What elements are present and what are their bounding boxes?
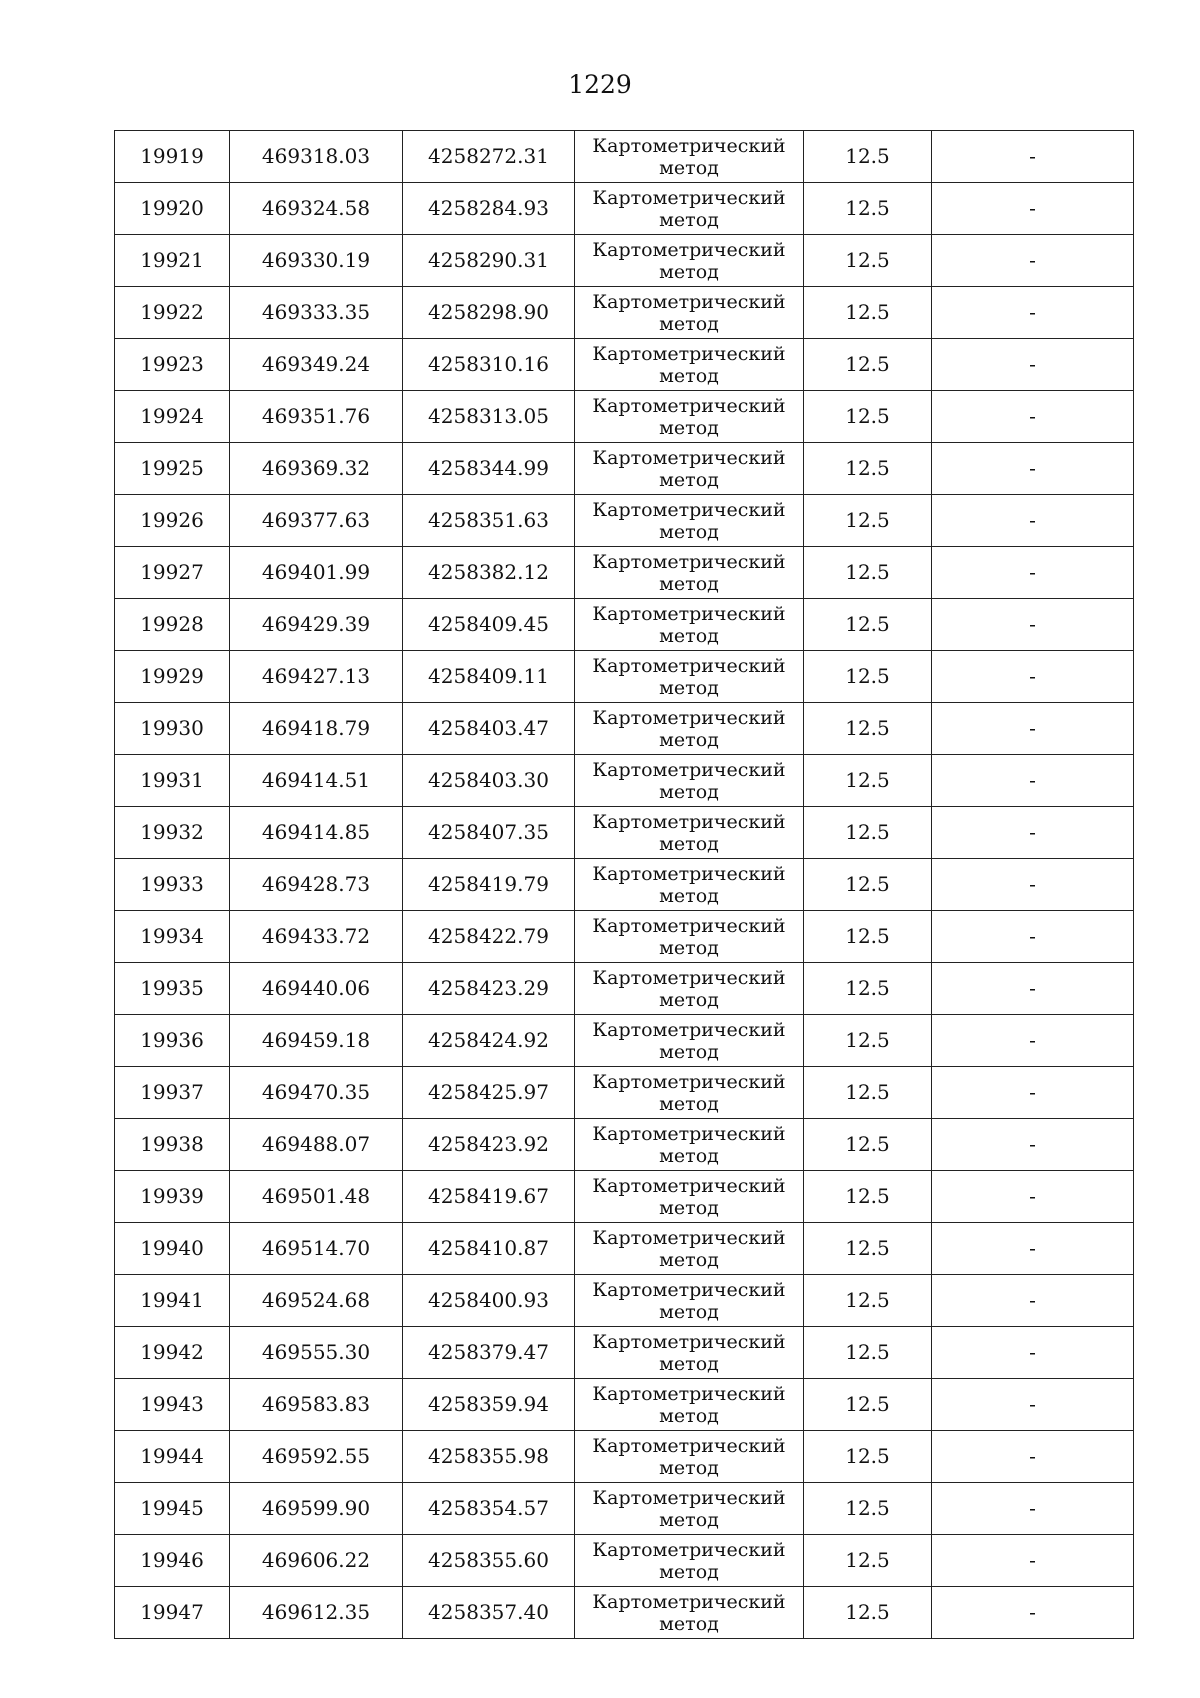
table-row bbox=[115, 131, 1134, 183]
table-row bbox=[115, 1483, 1134, 1535]
method-cell bbox=[575, 183, 804, 235]
point-number-cell: 19932 bbox=[115, 807, 230, 859]
note-cell: - bbox=[932, 1275, 1134, 1327]
table-row bbox=[115, 495, 1134, 547]
method-line: Картометрический bbox=[592, 1070, 786, 1093]
note-cell: - bbox=[932, 703, 1134, 755]
note-cell: - bbox=[932, 391, 1134, 443]
note-cell: - bbox=[932, 1431, 1134, 1483]
accuracy-cell: 12.5 bbox=[804, 235, 932, 287]
x-coordinate-cell: 469440.06 bbox=[230, 963, 403, 1015]
method-line: Картометрический bbox=[592, 1590, 786, 1613]
table-row bbox=[115, 339, 1134, 391]
y-coordinate-cell: 4258355.60 bbox=[403, 1535, 575, 1587]
point-number-cell: 19947 bbox=[115, 1587, 230, 1639]
x-coordinate-cell: 469488.07 bbox=[230, 1119, 403, 1171]
accuracy-cell: 12.5 bbox=[804, 495, 932, 547]
y-coordinate-cell: 4258407.35 bbox=[403, 807, 575, 859]
point-number-cell: 19945 bbox=[115, 1483, 230, 1535]
table-row bbox=[115, 807, 1134, 859]
y-coordinate-cell: 4258290.31 bbox=[403, 235, 575, 287]
method-cell bbox=[575, 1119, 804, 1171]
method-line: метод bbox=[659, 1040, 719, 1063]
y-coordinate-cell: 4258284.93 bbox=[403, 183, 575, 235]
method-line: Картометрический bbox=[592, 550, 786, 573]
x-coordinate-cell: 469599.90 bbox=[230, 1483, 403, 1535]
method-line: Картометрический bbox=[592, 290, 786, 313]
y-coordinate-cell: 4258425.97 bbox=[403, 1067, 575, 1119]
method-line: метод bbox=[659, 1612, 719, 1635]
note-cell: - bbox=[932, 1327, 1134, 1379]
accuracy-cell: 12.5 bbox=[804, 651, 932, 703]
x-coordinate-cell: 469612.35 bbox=[230, 1587, 403, 1639]
point-number-cell: 19924 bbox=[115, 391, 230, 443]
x-coordinate-cell: 469501.48 bbox=[230, 1171, 403, 1223]
y-coordinate-cell: 4258351.63 bbox=[403, 495, 575, 547]
method-line: метод bbox=[659, 988, 719, 1011]
y-coordinate-cell: 4258423.29 bbox=[403, 963, 575, 1015]
method-line: Картометрический bbox=[592, 1174, 786, 1197]
x-coordinate-cell: 469459.18 bbox=[230, 1015, 403, 1067]
method-cell bbox=[575, 1535, 804, 1587]
point-number-cell: 19927 bbox=[115, 547, 230, 599]
method-line: метод bbox=[659, 1092, 719, 1115]
x-coordinate-cell: 469470.35 bbox=[230, 1067, 403, 1119]
y-coordinate-cell: 4258403.47 bbox=[403, 703, 575, 755]
method-line: метод bbox=[659, 832, 719, 855]
y-coordinate-cell: 4258357.40 bbox=[403, 1587, 575, 1639]
method-cell bbox=[575, 495, 804, 547]
accuracy-cell: 12.5 bbox=[804, 859, 932, 911]
y-coordinate-cell: 4258310.16 bbox=[403, 339, 575, 391]
method-line: Картометрический bbox=[592, 446, 786, 469]
y-coordinate-cell: 4258419.79 bbox=[403, 859, 575, 911]
method-line: метод bbox=[659, 1196, 719, 1219]
x-coordinate-cell: 469369.32 bbox=[230, 443, 403, 495]
method-line: Картометрический bbox=[592, 966, 786, 989]
y-coordinate-cell: 4258409.11 bbox=[403, 651, 575, 703]
accuracy-cell: 12.5 bbox=[804, 1483, 932, 1535]
table-row bbox=[115, 1327, 1134, 1379]
method-cell bbox=[575, 235, 804, 287]
method-cell bbox=[575, 391, 804, 443]
y-coordinate-cell: 4258344.99 bbox=[403, 443, 575, 495]
table-row bbox=[115, 755, 1134, 807]
table-row bbox=[115, 1223, 1134, 1275]
x-coordinate-cell: 469555.30 bbox=[230, 1327, 403, 1379]
method-line: Картометрический bbox=[592, 1330, 786, 1353]
method-cell bbox=[575, 1431, 804, 1483]
note-cell: - bbox=[932, 495, 1134, 547]
note-cell: - bbox=[932, 911, 1134, 963]
point-number-cell: 19922 bbox=[115, 287, 230, 339]
method-cell bbox=[575, 547, 804, 599]
method-line: метод bbox=[659, 364, 719, 387]
point-number-cell: 19925 bbox=[115, 443, 230, 495]
accuracy-cell: 12.5 bbox=[804, 1067, 932, 1119]
x-coordinate-cell: 469330.19 bbox=[230, 235, 403, 287]
x-coordinate-cell: 469377.63 bbox=[230, 495, 403, 547]
method-line: метод bbox=[659, 1352, 719, 1375]
method-line: метод bbox=[659, 416, 719, 439]
method-cell bbox=[575, 1171, 804, 1223]
table-row bbox=[115, 235, 1134, 287]
coordinates-table-body bbox=[115, 131, 1134, 1639]
page-number: 1229 bbox=[568, 70, 632, 99]
method-cell bbox=[575, 963, 804, 1015]
x-coordinate-cell: 469324.58 bbox=[230, 183, 403, 235]
accuracy-cell: 12.5 bbox=[804, 1275, 932, 1327]
y-coordinate-cell: 4258410.87 bbox=[403, 1223, 575, 1275]
y-coordinate-cell: 4258422.79 bbox=[403, 911, 575, 963]
method-cell bbox=[575, 443, 804, 495]
y-coordinate-cell: 4258355.98 bbox=[403, 1431, 575, 1483]
x-coordinate-cell: 469514.70 bbox=[230, 1223, 403, 1275]
accuracy-cell: 12.5 bbox=[804, 391, 932, 443]
method-line: метод bbox=[659, 1456, 719, 1479]
table-row bbox=[115, 1015, 1134, 1067]
method-cell bbox=[575, 859, 804, 911]
table-row bbox=[115, 547, 1134, 599]
table-row bbox=[115, 443, 1134, 495]
table-row bbox=[115, 859, 1134, 911]
coordinates-table bbox=[114, 130, 1134, 1639]
method-cell bbox=[575, 651, 804, 703]
point-number-cell: 19944 bbox=[115, 1431, 230, 1483]
accuracy-cell: 12.5 bbox=[804, 1431, 932, 1483]
accuracy-cell: 12.5 bbox=[804, 1587, 932, 1639]
x-coordinate-cell: 469351.76 bbox=[230, 391, 403, 443]
method-cell bbox=[575, 703, 804, 755]
y-coordinate-cell: 4258272.31 bbox=[403, 131, 575, 183]
accuracy-cell: 12.5 bbox=[804, 1535, 932, 1587]
y-coordinate-cell: 4258354.57 bbox=[403, 1483, 575, 1535]
note-cell: - bbox=[932, 183, 1134, 235]
x-coordinate-cell: 469414.51 bbox=[230, 755, 403, 807]
method-line: метод bbox=[659, 624, 719, 647]
table-row bbox=[115, 183, 1134, 235]
method-line: Картометрический bbox=[592, 706, 786, 729]
note-cell: - bbox=[932, 287, 1134, 339]
x-coordinate-cell: 469401.99 bbox=[230, 547, 403, 599]
point-number-cell: 19939 bbox=[115, 1171, 230, 1223]
x-coordinate-cell: 469418.79 bbox=[230, 703, 403, 755]
method-line: метод bbox=[659, 208, 719, 231]
accuracy-cell: 12.5 bbox=[804, 703, 932, 755]
note-cell: - bbox=[932, 1535, 1134, 1587]
note-cell: - bbox=[932, 547, 1134, 599]
accuracy-cell: 12.5 bbox=[804, 807, 932, 859]
method-line: метод bbox=[659, 156, 719, 179]
method-line: метод bbox=[659, 780, 719, 803]
method-line: метод bbox=[659, 1248, 719, 1271]
accuracy-cell: 12.5 bbox=[804, 547, 932, 599]
accuracy-cell: 12.5 bbox=[804, 1119, 932, 1171]
note-cell: - bbox=[932, 443, 1134, 495]
method-line: метод bbox=[659, 260, 719, 283]
note-cell: - bbox=[932, 1015, 1134, 1067]
method-line: Картометрический bbox=[592, 1226, 786, 1249]
method-cell bbox=[575, 1067, 804, 1119]
method-line: Картометрический bbox=[592, 862, 786, 885]
method-cell bbox=[575, 1223, 804, 1275]
point-number-cell: 19928 bbox=[115, 599, 230, 651]
accuracy-cell: 12.5 bbox=[804, 599, 932, 651]
table-row bbox=[115, 1119, 1134, 1171]
y-coordinate-cell: 4258400.93 bbox=[403, 1275, 575, 1327]
note-cell: - bbox=[932, 235, 1134, 287]
note-cell: - bbox=[932, 807, 1134, 859]
method-line: метод bbox=[659, 1404, 719, 1427]
point-number-cell: 19930 bbox=[115, 703, 230, 755]
method-cell bbox=[575, 1483, 804, 1535]
accuracy-cell: 12.5 bbox=[804, 911, 932, 963]
note-cell: - bbox=[932, 1483, 1134, 1535]
y-coordinate-cell: 4258403.30 bbox=[403, 755, 575, 807]
table-row bbox=[115, 911, 1134, 963]
method-line: Картометрический bbox=[592, 342, 786, 365]
x-coordinate-cell: 469524.68 bbox=[230, 1275, 403, 1327]
table-row bbox=[115, 963, 1134, 1015]
method-cell bbox=[575, 287, 804, 339]
method-line: Картометрический bbox=[592, 810, 786, 833]
method-line: Картометрический bbox=[592, 1382, 786, 1405]
method-cell bbox=[575, 911, 804, 963]
table-row bbox=[115, 703, 1134, 755]
accuracy-cell: 12.5 bbox=[804, 1379, 932, 1431]
method-cell bbox=[575, 1275, 804, 1327]
table-row bbox=[115, 1275, 1134, 1327]
accuracy-cell: 12.5 bbox=[804, 1327, 932, 1379]
method-line: Картометрический bbox=[592, 914, 786, 937]
method-line: Картометрический bbox=[592, 498, 786, 521]
point-number-cell: 19921 bbox=[115, 235, 230, 287]
method-line: Картометрический bbox=[592, 1278, 786, 1301]
note-cell: - bbox=[932, 131, 1134, 183]
y-coordinate-cell: 4258423.92 bbox=[403, 1119, 575, 1171]
accuracy-cell: 12.5 bbox=[804, 963, 932, 1015]
accuracy-cell: 12.5 bbox=[804, 183, 932, 235]
accuracy-cell: 12.5 bbox=[804, 1223, 932, 1275]
note-cell: - bbox=[932, 1379, 1134, 1431]
point-number-cell: 19942 bbox=[115, 1327, 230, 1379]
point-number-cell: 19937 bbox=[115, 1067, 230, 1119]
note-cell: - bbox=[932, 859, 1134, 911]
method-line: Картометрический bbox=[592, 238, 786, 261]
method-line: метод bbox=[659, 1508, 719, 1531]
point-number-cell: 19935 bbox=[115, 963, 230, 1015]
table-row bbox=[115, 287, 1134, 339]
point-number-cell: 19931 bbox=[115, 755, 230, 807]
method-line: метод bbox=[659, 572, 719, 595]
method-cell bbox=[575, 1587, 804, 1639]
method-cell bbox=[575, 1327, 804, 1379]
x-coordinate-cell: 469429.39 bbox=[230, 599, 403, 651]
method-line: Картометрический bbox=[592, 1434, 786, 1457]
point-number-cell: 19920 bbox=[115, 183, 230, 235]
method-line: Картометрический bbox=[592, 1018, 786, 1041]
note-cell: - bbox=[932, 1223, 1134, 1275]
accuracy-cell: 12.5 bbox=[804, 1171, 932, 1223]
method-cell bbox=[575, 1015, 804, 1067]
accuracy-cell: 12.5 bbox=[804, 443, 932, 495]
accuracy-cell: 12.5 bbox=[804, 287, 932, 339]
table-row bbox=[115, 1535, 1134, 1587]
method-cell bbox=[575, 339, 804, 391]
note-cell: - bbox=[932, 651, 1134, 703]
method-cell bbox=[575, 1379, 804, 1431]
x-coordinate-cell: 469427.13 bbox=[230, 651, 403, 703]
method-line: Картометрический bbox=[592, 1122, 786, 1145]
method-line: Картометрический bbox=[592, 758, 786, 781]
point-number-cell: 19946 bbox=[115, 1535, 230, 1587]
y-coordinate-cell: 4258409.45 bbox=[403, 599, 575, 651]
method-line: метод bbox=[659, 1300, 719, 1323]
point-number-cell: 19929 bbox=[115, 651, 230, 703]
method-line: Картометрический bbox=[592, 1538, 786, 1561]
note-cell: - bbox=[932, 599, 1134, 651]
method-line: метод bbox=[659, 520, 719, 543]
note-cell: - bbox=[932, 963, 1134, 1015]
x-coordinate-cell: 469333.35 bbox=[230, 287, 403, 339]
method-line: Картометрический bbox=[592, 186, 786, 209]
method-line: Картометрический bbox=[592, 134, 786, 157]
point-number-cell: 19933 bbox=[115, 859, 230, 911]
y-coordinate-cell: 4258419.67 bbox=[403, 1171, 575, 1223]
point-number-cell: 19943 bbox=[115, 1379, 230, 1431]
point-number-cell: 19923 bbox=[115, 339, 230, 391]
table-row bbox=[115, 1587, 1134, 1639]
y-coordinate-cell: 4258379.47 bbox=[403, 1327, 575, 1379]
note-cell: - bbox=[932, 1067, 1134, 1119]
note-cell: - bbox=[932, 339, 1134, 391]
point-number-cell: 19940 bbox=[115, 1223, 230, 1275]
method-line: Картометрический bbox=[592, 602, 786, 625]
method-cell bbox=[575, 807, 804, 859]
table-row bbox=[115, 651, 1134, 703]
table-row bbox=[115, 391, 1134, 443]
accuracy-cell: 12.5 bbox=[804, 131, 932, 183]
y-coordinate-cell: 4258298.90 bbox=[403, 287, 575, 339]
x-coordinate-cell: 469428.73 bbox=[230, 859, 403, 911]
method-line: метод bbox=[659, 676, 719, 699]
table-row bbox=[115, 1067, 1134, 1119]
y-coordinate-cell: 4258424.92 bbox=[403, 1015, 575, 1067]
x-coordinate-cell: 469433.72 bbox=[230, 911, 403, 963]
method-line: метод bbox=[659, 884, 719, 907]
method-line: метод bbox=[659, 1560, 719, 1583]
accuracy-cell: 12.5 bbox=[804, 339, 932, 391]
note-cell: - bbox=[932, 1587, 1134, 1639]
method-line: метод bbox=[659, 1144, 719, 1167]
x-coordinate-cell: 469414.85 bbox=[230, 807, 403, 859]
y-coordinate-cell: 4258359.94 bbox=[403, 1379, 575, 1431]
point-number-cell: 19938 bbox=[115, 1119, 230, 1171]
note-cell: - bbox=[932, 755, 1134, 807]
table-row bbox=[115, 1431, 1134, 1483]
table-row bbox=[115, 1171, 1134, 1223]
method-line: Картометрический bbox=[592, 1486, 786, 1509]
accuracy-cell: 12.5 bbox=[804, 1015, 932, 1067]
method-line: метод bbox=[659, 936, 719, 959]
table-row bbox=[115, 1379, 1134, 1431]
point-number-cell: 19941 bbox=[115, 1275, 230, 1327]
x-coordinate-cell: 469349.24 bbox=[230, 339, 403, 391]
note-cell: - bbox=[932, 1119, 1134, 1171]
method-cell bbox=[575, 131, 804, 183]
x-coordinate-cell: 469592.55 bbox=[230, 1431, 403, 1483]
y-coordinate-cell: 4258382.12 bbox=[403, 547, 575, 599]
method-line: метод bbox=[659, 312, 719, 335]
accuracy-cell: 12.5 bbox=[804, 755, 932, 807]
table-row bbox=[115, 599, 1134, 651]
x-coordinate-cell: 469583.83 bbox=[230, 1379, 403, 1431]
point-number-cell: 19934 bbox=[115, 911, 230, 963]
y-coordinate-cell: 4258313.05 bbox=[403, 391, 575, 443]
method-line: метод bbox=[659, 468, 719, 491]
x-coordinate-cell: 469318.03 bbox=[230, 131, 403, 183]
point-number-cell: 19926 bbox=[115, 495, 230, 547]
method-line: Картометрический bbox=[592, 394, 786, 417]
method-line: метод bbox=[659, 728, 719, 751]
method-cell bbox=[575, 755, 804, 807]
point-number-cell: 19919 bbox=[115, 131, 230, 183]
method-line: Картометрический bbox=[592, 654, 786, 677]
method-cell bbox=[575, 599, 804, 651]
point-number-cell: 19936 bbox=[115, 1015, 230, 1067]
note-cell: - bbox=[932, 1171, 1134, 1223]
x-coordinate-cell: 469606.22 bbox=[230, 1535, 403, 1587]
